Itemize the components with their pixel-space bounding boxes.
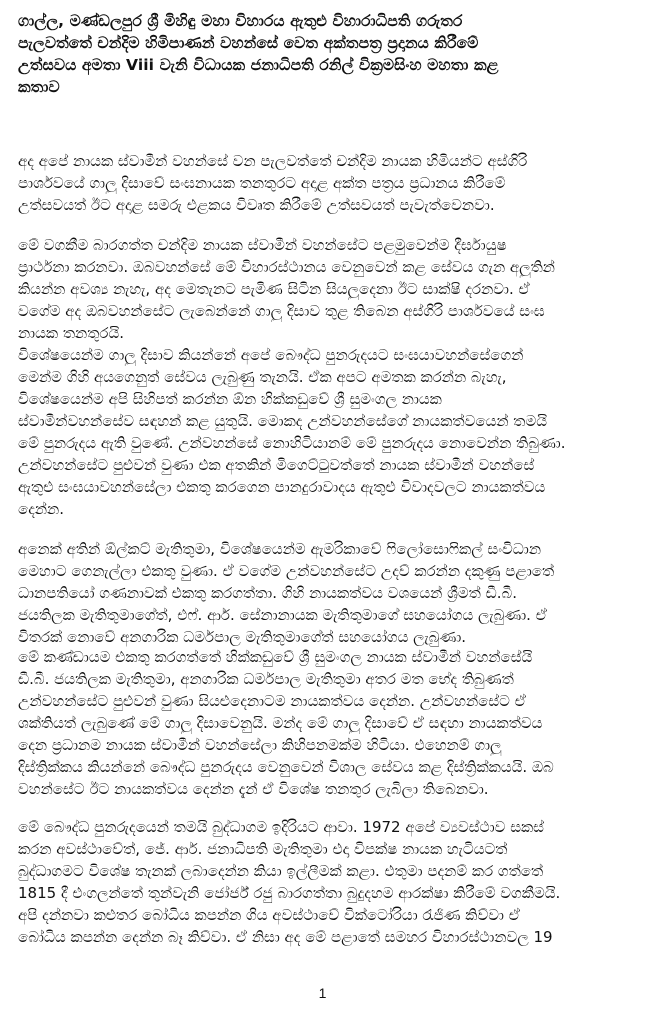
paragraph-line: ඇතුළු සංඝයාවහන්සේලා එකතු කරගෙන පානදුරාවාදය ඇතුළු විවාදවලට නායකත්වය (18, 478, 546, 496)
title-line: උත්සවය අමතා Viii වැනි විධායක ජනාධිපති රනිල් වික්‍රමසිංහ මහතා කළ (18, 56, 499, 74)
paragraph-line: උත්සවයත් ඊට අදාළ සමරු එළකය විවෘත කිරීමේ උත්සවයත් පැවැත්වෙනවා. (18, 196, 495, 214)
paragraph-line: උන්වහන්සේට පුළුවන් වුණා එක අතකින් මිගෙට්ටුවත්තේ නායක ස්වාමීන් වහන්සේ (18, 456, 535, 474)
paragraph-line: බුද්ධාගමට විශේෂ තැනක් ලබාදෙන්න කියා ඉල්ලීමක් කළා. එතුමා පදනම් කර ගත්තේ (18, 862, 544, 880)
paragraph-line: දෙන්න. (18, 500, 65, 518)
paragraph-line: දිස්ත්‍රික්කය කියන්නේ බෞද්ධ පුනරුදය වෙනුවෙන් විශාල සේවය කළ දිස්ත්‍රික්කයයි. ඔබ (18, 758, 554, 776)
paragraph-line: බෝධිය කපන්න දෙන්න බෑ කිව්වා. ඒ නිසා අද මේ පළාතේ සමහර විහාරස්ථානවල 19 (18, 928, 553, 946)
paragraph-line: ධානපතියෝ ගණනාවක් එකතු කරගත්තා. ගිහි නායකත්වය වශයෙන් ශ්‍රීමත් ඩී.බී. (18, 584, 517, 602)
paragraph-line: විශේෂයෙන්ම ගාලු දිසාව කියන්නේ අපේ බෞද්ධ පුනරුදයට සංඝයාවහන්සේගෙන් (18, 346, 524, 364)
paragraph-line: ශක්තියත් ලැබුණේ මේ ගාලු දිසාවෙනුයි. මන්ද මේ ගාලු දිසාවේ ඒ සඳහා නායකත්වය (18, 714, 543, 732)
paragraph-line: කරන අවස්ථාවේත්, ජේ. ආර්. ජනාධිපති මැතිතුමා එදා විපක්ෂ නායක හැටියටත් (18, 840, 508, 858)
paragraph-line: විතරක් නොවේ අනගාරික ධර්මපාල මැතිතුමාගේත් සහයෝගය ලැබුණා. (18, 628, 467, 646)
paragraph-line: ජයතිලක මැතිතුමාගේත්, එෆ්. ආර්. සේනානායක මැතිතුමාගේ සහයෝගය ලැබුණා. ඒ (18, 606, 547, 624)
paragraph-line: අනෙක් අතින් ඕල්කට් මැතිතුමා, විශේෂයෙන්ම ඇමරිකාවේ ෆිලෝසොෆිකල් සංවිධාන (18, 540, 542, 558)
paragraph-line: ප්‍රාර්ථනා කරනවා. ඔබවහන්සේ මේ විහාරස්ථානය වෙනුවෙන් කළ සේවය ගැන අලුතින් (18, 258, 555, 276)
paragraph-line: 1815 දී එංගලන්තේ තුන්වැනි ජෝර්ජ් රජු බාරගත්තා බුදුදහම ආරක්ෂා කිරීමේ වගකීමයි. (18, 884, 561, 902)
paragraph-line: අපි දන්නවා කළුතර බෝධිය කපන්න ගිය අවස්ථාවේ වික්ටෝරියා රැජිණ කිව්වා ඒ (18, 906, 520, 924)
paragraph-1 (18, 150, 628, 216)
page-number: 1 (318, 985, 327, 1001)
paragraph-3 (18, 344, 628, 520)
paragraph-line: විශේෂයෙන්ම අපි සිහිපත් කරන්න ඕන හික්කඩුවේ ශ්‍රී සුමංගල නායක (18, 390, 442, 408)
paragraph-line: මේ බෞද්ධ පුනරුදයෙන් තමයි බුද්ධාගම ඉදිරියට ආවා. 1972 අපේ ව්‍යවස්ථාව සකස් (18, 818, 544, 836)
title-line: කතාව (18, 78, 60, 96)
title-line: පැලවත්තේ චන්දිම හිමිපාණන් වහන්සේ වෙත අක්තපත්‍ර ප්‍රදානය කිරීමේ (18, 34, 479, 52)
paragraph-line: අද අපේ නායක ස්වාමීන් වහන්සේ වන පැලවත්තේ චන්දිම නායක හිමියන්ට අස්ගිරි (18, 152, 528, 170)
document-title (18, 10, 628, 98)
paragraph-6 (18, 816, 628, 904)
title-line: ගාල්ල, මණ්ඩලපුර ශ්‍රී මිහිඳු මහා විහාරය ඇතුළු විහාරාධිපති ගරුතර (18, 12, 463, 30)
paragraph-line: වහන්සේට ඊට නායකත්වය දෙන්න දැන් ඒ විශේෂ තනතුර ලැබිලා තිබෙනවා. (18, 780, 489, 798)
paragraph-4 (18, 538, 628, 648)
paragraph-line: මෙන්ම ගිහි අයගෙනුත් සේවය ලැබුණු තැනයි. ඒක අපට අමතක කරන්න බැහැ, (18, 368, 507, 386)
paragraph-line: ඩී.බී. ජයතිලක මැතිතුමා, අනගාරික ධර්මපාල මැතිතුමා අතර මත භේද තිබුණත් (18, 670, 514, 688)
paragraph-line: වගේම අද ඔබවහන්සේට ලැබෙන්නේ ගාලු දිසාව තුළ තිබෙන අස්ගිරි පාර්ශවයේ සංඝ (18, 302, 545, 320)
paragraph-line: මේ වගකීම බාරගත්ත චන්දිම නායක ස්වාමීන් වහන්සේට පළමුවෙන්ම දීර්ඝායුෂ (18, 236, 507, 254)
paragraph-line: මේ පුනරුදය ඇති වුණේ. උන්වහන්සේ නොහිටියානම් මේ පුනරුදය නොවෙන්න තිබුණා. (18, 434, 566, 452)
paragraph-line: ස්වාමීන්වහන්සේව සඳහන් කළ යුතුයි. මොකද උන්වහන්සේගේ නායකත්වයෙන් තමයි (18, 412, 548, 430)
paragraph-5 (18, 646, 628, 800)
paragraph-line: මේ කණ්ඩායම එකතු කරගත්තේ හික්කඩුවේ ශ්‍රී සුමංගල නායක ස්වාමීන් වහන්සේයි (18, 648, 533, 666)
paragraph-line: කියන්න අවශ්‍ය නැහැ, අද මෙතැනට පැමිණ සිටින සියලුදෙනා ඊට සාක්ෂි දරනවා. ඒ (18, 280, 530, 298)
paragraph-line: දෙන ප්‍රධානම නායක ස්වාමීන් වහන්සේලා කිහිපනමක්ම හිටියා. එහෙනම් ගාලු (18, 736, 502, 754)
paragraph-2 (18, 234, 628, 344)
paragraph-7 (18, 904, 628, 948)
paragraph-line: මෙහාට ගෙනැල්ලා එකතු වුණා. ඒ වගේම උන්වහන්සේට උදව් කරන්න දකුණු පළාතේ (18, 562, 555, 580)
paragraph-line: නායක තනතුරයි. (18, 324, 125, 342)
paragraph-line: උන්වහන්සේට පුළුවන් වුණා සියළුදෙනාටම නායකත්වය දෙන්න. උන්වහන්සේට ඒ (18, 692, 526, 710)
paragraph-line: පාර්ශවයේ ගාලු දිසාවේ සංඝනායක තනතුරට අදාළ අක්ත පත්‍රය ප්‍රධානය කිරීමේ (18, 174, 506, 192)
